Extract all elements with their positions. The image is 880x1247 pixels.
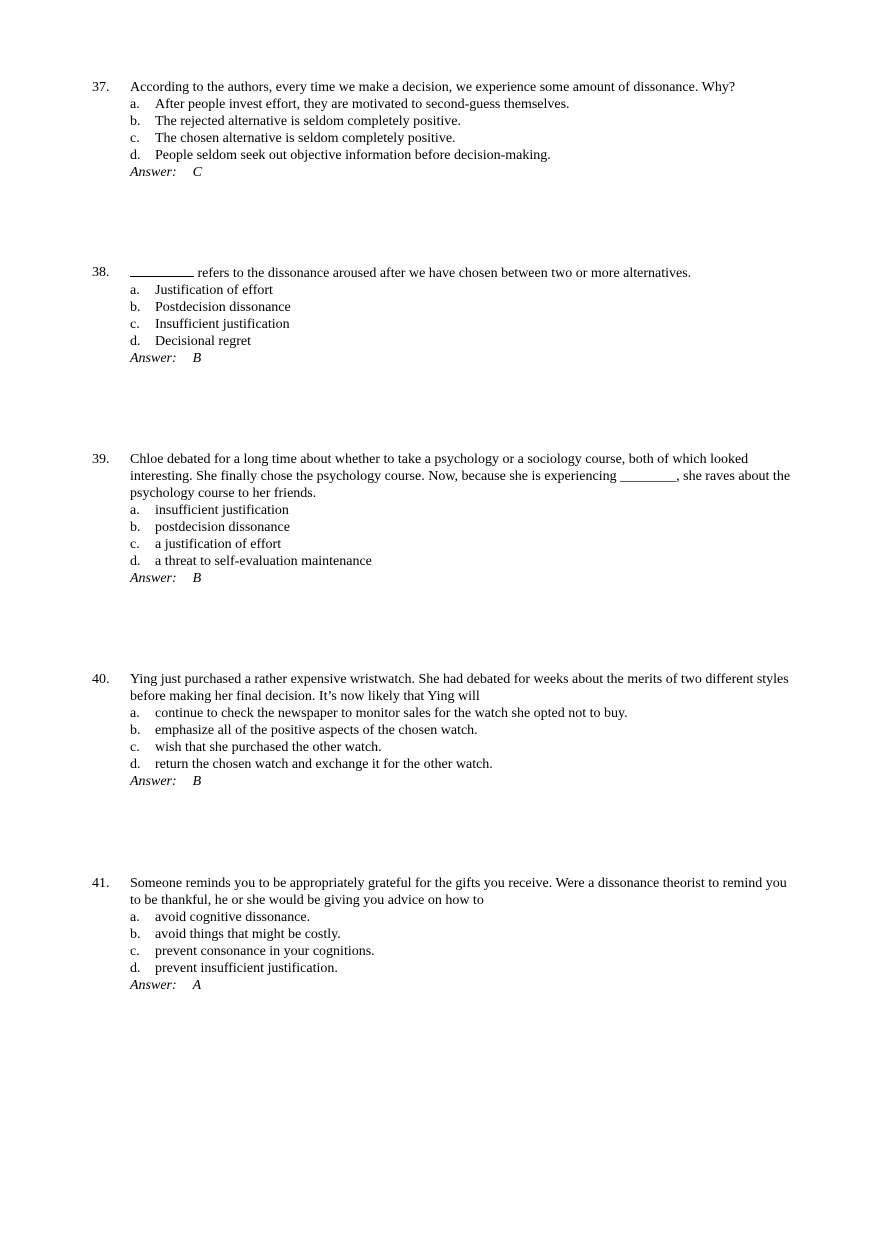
choice-list [92, 96, 792, 164]
choice-letter: c. [130, 317, 140, 332]
choice-text: The rejected alternative is seldom completely positive. [155, 114, 461, 129]
question-stem-text: refers to the dissonance aroused after we have chosen between two or more alternatives. [194, 266, 692, 281]
choice-letter: b. [130, 520, 141, 535]
choice-letter: d. [130, 757, 141, 772]
answer-value: A [192, 978, 202, 993]
choice-d [130, 960, 792, 977]
choice-list [92, 282, 792, 350]
choice-list [92, 705, 792, 773]
choice-letter: a. [130, 283, 140, 298]
choice-b [130, 299, 792, 316]
question-41 [92, 875, 792, 994]
question-stem: Ying just purchased a rather expensive wristwatch. She had debated for weeks about the merits of two different styles before making her final decision. It’s now likely that Ying will [130, 672, 789, 704]
choice-letter: a. [130, 910, 140, 925]
question-number: 37. [92, 80, 110, 95]
answer-value: C [192, 165, 203, 180]
choice-letter: a. [130, 503, 140, 518]
choice-text: Decisional regret [155, 334, 252, 349]
answer-line [130, 977, 792, 994]
choice-c [130, 739, 792, 756]
answer-label: Answer: [130, 165, 177, 180]
choice-a [130, 282, 792, 299]
choice-d [130, 756, 792, 773]
choice-text: prevent insufficient justification. [155, 961, 338, 976]
choice-d [130, 333, 792, 350]
choice-letter: c. [130, 740, 140, 755]
choice-c [130, 316, 792, 333]
choice-c [130, 130, 792, 147]
choice-text: People seldom seek out objective information before decision-making. [155, 148, 551, 163]
choice-text: wish that she purchased the other watch. [155, 740, 382, 755]
choice-c [130, 943, 792, 960]
choice-text: Insufficient justification [155, 317, 290, 332]
question-40 [92, 671, 792, 790]
choice-text: a threat to self-evaluation maintenance [155, 554, 372, 569]
answer-line [130, 164, 792, 181]
choice-letter: d. [130, 148, 141, 163]
choice-b [130, 926, 792, 943]
question-number: 39. [92, 452, 110, 467]
answer-label: Answer: [130, 978, 177, 993]
choice-b [130, 113, 792, 130]
answer-line [130, 350, 792, 367]
choice-text: a justification of effort [155, 537, 282, 552]
answer-value: B [192, 774, 202, 789]
choice-a [130, 909, 792, 926]
choice-text: emphasize all of the positive aspects of the chosen watch. [155, 723, 478, 738]
choice-text: avoid things that might be costly. [155, 927, 341, 942]
answer-value: B [192, 351, 202, 366]
question-number: 38. [92, 265, 110, 280]
choice-text: The chosen alternative is seldom completely positive. [155, 131, 456, 146]
answer-label: Answer: [130, 351, 177, 366]
choice-a [130, 502, 792, 519]
choice-letter: b. [130, 927, 141, 942]
choice-d [130, 553, 792, 570]
question-37 [92, 79, 792, 181]
choice-letter: a. [130, 97, 140, 112]
answer-label: Answer: [130, 774, 177, 789]
choice-list [92, 909, 792, 977]
answer-line [130, 773, 792, 790]
question-stem [130, 264, 792, 282]
choice-d [130, 147, 792, 164]
choice-a [130, 96, 792, 113]
answer-label: Answer: [130, 571, 177, 586]
question-number: 40. [92, 672, 110, 687]
choice-text: continue to check the newspaper to monitor sales for the watch she opted not to buy. [155, 706, 628, 721]
choice-letter: b. [130, 300, 141, 315]
choice-letter: d. [130, 554, 141, 569]
choice-letter: b. [130, 723, 141, 738]
choice-letter: c. [130, 131, 140, 146]
choice-letter: d. [130, 334, 141, 349]
question-stem: According to the authors, every time we make a decision, we experience some amount of dissonance. Why? [130, 80, 736, 95]
choice-text: prevent consonance in your cognitions. [155, 944, 375, 959]
question-39 [92, 451, 792, 587]
choice-letter: c. [130, 944, 140, 959]
question-38 [92, 264, 792, 367]
choice-text: return the chosen watch and exchange it for the other watch. [155, 757, 493, 772]
choice-letter: c. [130, 537, 140, 552]
choice-letter: a. [130, 706, 140, 721]
choice-text: avoid cognitive dissonance. [155, 910, 311, 925]
answer-value: B [192, 571, 202, 586]
choice-text: insufficient justification [155, 503, 289, 518]
choice-letter: b. [130, 114, 141, 129]
choice-text: postdecision dissonance [155, 520, 290, 535]
choice-c [130, 536, 792, 553]
question-stem: Chloe debated for a long time about whether to take a psychology or a sociology course, both of which looked interesting. She finally chose the psychology course. Now, because she is experiencing ________, she raves about the psychology course to her friends. [130, 452, 791, 501]
choice-letter: d. [130, 961, 141, 976]
choice-a [130, 705, 792, 722]
answer-line [130, 570, 792, 587]
question-number: 41. [92, 876, 110, 891]
choice-b [130, 722, 792, 739]
choice-list [92, 502, 792, 570]
choice-text: Postdecision dissonance [155, 300, 291, 315]
choice-b [130, 519, 792, 536]
fill-in-blank [130, 264, 194, 277]
choice-text: Justification of effort [155, 283, 273, 298]
choice-text: After people invest effort, they are motivated to second-guess themselves. [155, 97, 570, 112]
question-stem: Someone reminds you to be appropriately grateful for the gifts you receive. Were a dissonance theorist to remind you to be thankful, he or she would be giving you advice on how to [130, 876, 787, 908]
